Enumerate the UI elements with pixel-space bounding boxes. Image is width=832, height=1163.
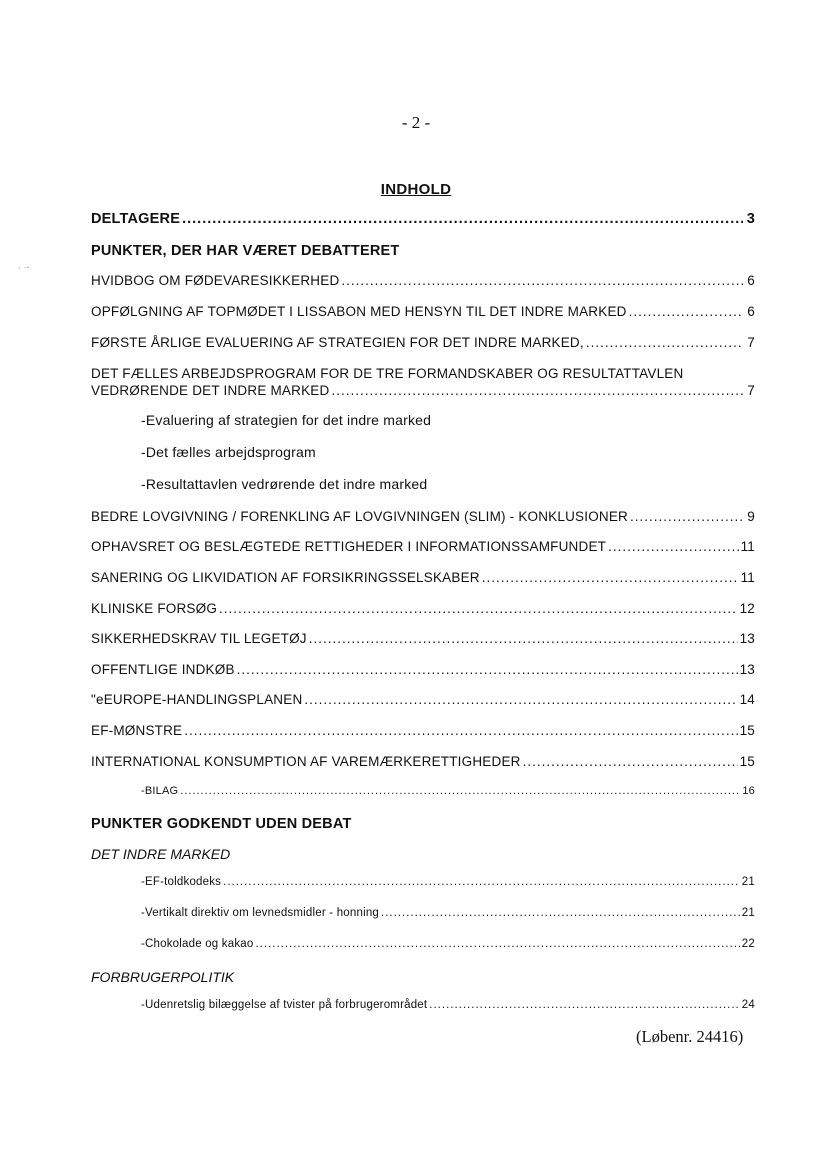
toc-entry[interactable] bbox=[91, 570, 755, 585]
toc-entry-page: 22 bbox=[741, 938, 755, 950]
toc-entry-label-line1: DET FÆLLES ARBEJDSPROGRAM FOR DE TRE FORMANDSKABER OG RESULTATTAVLEN bbox=[91, 366, 684, 381]
toc-entry-label: -Vertikalt direktiv om levnedsmidler - honning bbox=[141, 907, 380, 919]
toc-entry-page: 16 bbox=[742, 785, 755, 797]
toc-entry[interactable] bbox=[91, 509, 755, 524]
toc-entry-label: -Chokolade og kakao bbox=[141, 938, 254, 950]
toc-entry-page: 11 bbox=[740, 570, 755, 585]
toc-entry-deltagere[interactable] bbox=[91, 211, 755, 227]
toc-entry-page: 6 bbox=[747, 273, 755, 288]
toc-subitem[interactable]: -Resultattavlen vedrørende det indre marked bbox=[141, 476, 428, 492]
toc-entry-label: OFFENTLIGE INDKØB bbox=[91, 662, 235, 677]
leader-dots bbox=[608, 539, 738, 554]
toc-entry-label: EF-MØNSTRE bbox=[91, 723, 183, 738]
toc-entry[interactable] bbox=[91, 601, 755, 616]
section-heading-debated: PUNKTER, DER HAR VÆRET DEBATTERET bbox=[91, 243, 400, 259]
toc-entry-label: KLINISKE FORSØG bbox=[91, 601, 218, 616]
toc-entry-label: OPFØLGNING AF TOPMØDET I LISSABON MED HENSYN TIL DET INDRE MARKED bbox=[91, 304, 627, 319]
toc-entry-joint-program[interactable] bbox=[91, 365, 755, 399]
toc-entry-label: -BILAG bbox=[141, 785, 179, 797]
toc-entry-label: INTERNATIONAL KONSUMPTION AF VAREMÆRKERETTIGHEDER bbox=[91, 754, 521, 769]
toc-entry[interactable] bbox=[91, 754, 755, 769]
toc-entry[interactable] bbox=[141, 876, 755, 888]
leader-dots bbox=[180, 785, 740, 797]
toc-entry-label: "eEUROPE-HANDLINGSPLANEN bbox=[91, 692, 303, 707]
toc-entry-label: DELTAGERE bbox=[91, 211, 181, 227]
toc-entry-label: FØRSTE ÅRLIGE EVALUERING AF STRATEGIEN FOR DET INDRE MARKED, bbox=[91, 335, 584, 350]
toc-entry-label: HVIDBOG OM FØDEVARESIKKERHED bbox=[91, 273, 340, 288]
document-reference: (Løbenr. 24416) bbox=[636, 1027, 744, 1046]
toc-title: INDHOLD bbox=[380, 181, 452, 198]
leader-dots bbox=[630, 509, 743, 524]
toc-entry[interactable] bbox=[91, 273, 755, 288]
toc-entry[interactable] bbox=[91, 631, 755, 646]
toc-entry-label: BEDRE LOVGIVNING / FORENKLING AF LOVGIVNINGEN (SLIM) - KONKLUSIONER bbox=[91, 509, 628, 524]
toc-entry-page: 11 bbox=[740, 539, 755, 554]
toc-entry[interactable] bbox=[91, 304, 755, 319]
leader-dots bbox=[341, 273, 743, 288]
toc-entry-page: 21 bbox=[741, 876, 755, 888]
leader-dots bbox=[331, 382, 745, 399]
toc-entry-page: 14 bbox=[739, 692, 755, 707]
toc-entry[interactable] bbox=[91, 692, 755, 707]
leader-dots bbox=[523, 754, 738, 769]
toc-entry-page: 13 bbox=[739, 662, 755, 677]
toc-entry-label: SIKKERHEDSKRAV TIL LEGETØJ bbox=[91, 631, 307, 646]
page-number: - 2 - bbox=[401, 113, 431, 132]
toc-entry-label: -Udenretslig bilæggelse af tvister på forbrugerområdet bbox=[141, 999, 428, 1011]
toc-entry[interactable] bbox=[91, 662, 755, 677]
toc-entry[interactable] bbox=[91, 723, 755, 738]
margin-mark: · ·- bbox=[18, 262, 30, 272]
toc-entry-page: 3 bbox=[746, 211, 755, 227]
toc-entry-label-line2: VEDRØRENDE DET INDRE MARKED bbox=[91, 383, 330, 398]
toc-entry[interactable] bbox=[91, 335, 755, 350]
toc-entry[interactable] bbox=[141, 938, 755, 950]
subsection-heading-indre-marked: DET INDRE MARKED bbox=[91, 846, 231, 862]
toc-subitem[interactable]: -Det fælles arbejdsprogram bbox=[141, 444, 316, 460]
section-heading-approved: PUNKTER GODKENDT UDEN DEBAT bbox=[91, 816, 352, 832]
toc-entry-page: 15 bbox=[739, 723, 755, 738]
leader-dots bbox=[309, 631, 738, 646]
toc-entry-label: -EF-toldkodeks bbox=[141, 876, 222, 888]
leader-dots bbox=[586, 335, 743, 350]
leader-dots bbox=[184, 723, 737, 738]
leader-dots bbox=[219, 601, 738, 616]
toc-entry-page: 12 bbox=[739, 601, 755, 616]
leader-dots bbox=[237, 662, 738, 677]
leader-dots bbox=[482, 570, 739, 585]
leader-dots bbox=[304, 692, 737, 707]
toc-subitem[interactable]: -Evaluering af strategien for det indre marked bbox=[141, 412, 432, 428]
toc-entry-bilag[interactable] bbox=[141, 785, 755, 797]
subsection-heading-forbruger: FORBRUGERPOLITIK bbox=[91, 969, 235, 985]
toc-entry-page: 24 bbox=[741, 999, 755, 1011]
leader-dots bbox=[629, 304, 743, 319]
leader-dots bbox=[182, 211, 743, 227]
toc-entry-page: 15 bbox=[739, 754, 755, 769]
toc-entry-page: 7 bbox=[747, 335, 755, 350]
toc-entry-page: 7 bbox=[747, 383, 755, 398]
toc-entry-label: OPHAVSRET OG BESLÆGTEDE RETTIGHEDER I INFORMATIONSSAMFUNDET bbox=[91, 539, 607, 554]
toc-entry[interactable] bbox=[141, 907, 755, 919]
toc-entry-page: 6 bbox=[747, 304, 755, 319]
toc-entry-page: 21 bbox=[741, 907, 755, 919]
leader-dots bbox=[223, 876, 740, 888]
leader-dots bbox=[381, 907, 740, 919]
leader-dots bbox=[255, 938, 739, 950]
toc-entry-page: 13 bbox=[739, 631, 755, 646]
toc-entry-label: SANERING OG LIKVIDATION AF FORSIKRINGSSELSKABER bbox=[91, 570, 480, 585]
toc-entry[interactable] bbox=[141, 999, 755, 1011]
toc-entry-page: 9 bbox=[747, 509, 755, 524]
toc-entry[interactable] bbox=[91, 539, 755, 554]
leader-dots bbox=[429, 999, 740, 1011]
